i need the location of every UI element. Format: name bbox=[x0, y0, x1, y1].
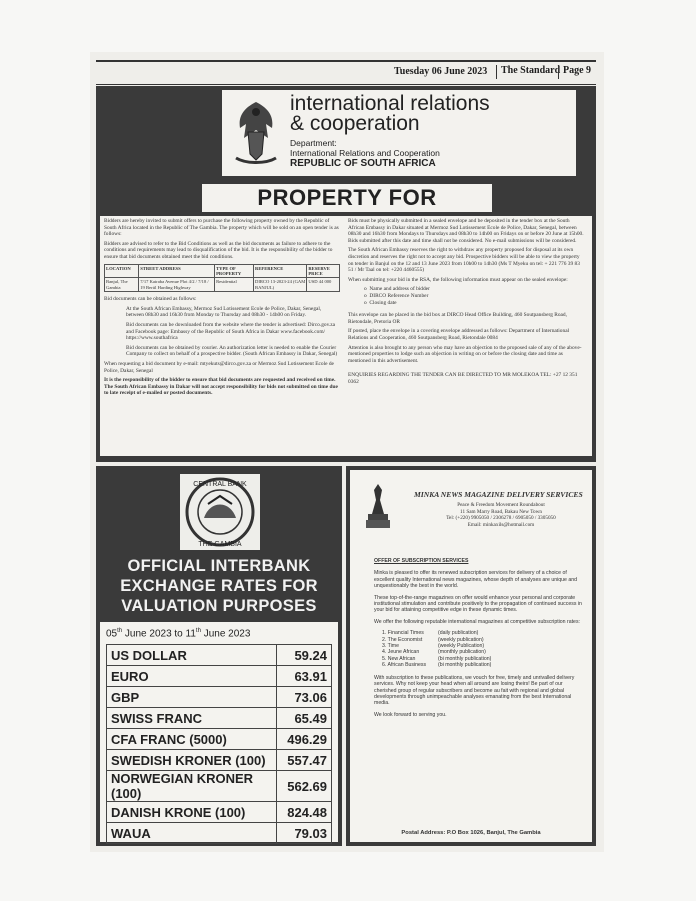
offer-heading: OFFER OF SUBSCRIPTION SERVICES bbox=[374, 558, 469, 564]
list-item: Closing date bbox=[369, 299, 397, 306]
rate-value: 65.49 bbox=[277, 708, 332, 729]
newspaper-name: The Standard bbox=[496, 65, 560, 79]
currency-name: WAUA bbox=[107, 823, 277, 844]
paragraph: We look forward to serving you. bbox=[374, 711, 447, 718]
rate-value: 824.48 bbox=[277, 802, 332, 823]
list-item: 3. Time (weekly Publication) bbox=[382, 643, 485, 650]
currency-name: SWISS FRANC bbox=[107, 708, 277, 729]
org-name-line2: & cooperation bbox=[290, 112, 420, 135]
table-row bbox=[107, 645, 332, 666]
paragraph: When submitting your bid in the RSA, the following information must appear on the sealed envelope: bbox=[348, 276, 568, 283]
table-header: REFERENCE bbox=[254, 264, 307, 278]
rate-period: 05th June 2023 to 11th June 2023 bbox=[106, 628, 251, 640]
rate-value: 562.69 bbox=[277, 771, 332, 802]
currency-name: US DOLLAR bbox=[107, 645, 277, 666]
table-cell: USD 44 000 bbox=[307, 278, 340, 292]
headline: PROPERTY FOR bbox=[202, 184, 492, 212]
paragraph: Bid documents can be obtained by courier. An authorization letter is needed to enable the Courier Company to collect on behalf of a prospective bidder. (South African Embassy in Dakar, Senegal) bbox=[126, 344, 338, 358]
postal-address: Postal Address: P.O Box 1026, Banjul, The Gambia bbox=[401, 830, 541, 836]
rates-panel bbox=[100, 622, 338, 842]
paragraph: When requesting a bid document by e-mail: mtyekuts@dirco.gov.za or Mermoz Sud Lotissement Ecole de Police, Dakar, Senegal bbox=[104, 360, 334, 374]
rate-value: 79.03 bbox=[277, 823, 332, 844]
currency-name: DANISH KRONE (100) bbox=[107, 802, 277, 823]
dept-name: International Relations and Cooperation bbox=[290, 148, 440, 158]
paragraph: If posted, place the envelope in a covering envelope addressed as follows: Department of International Relations and Cooperation, 460 Soutpansberg Road, Rietondale 0084 bbox=[348, 328, 570, 341]
paragraph: It is the responsibility of the bidder to ensure that bid documents are requested and received on time. The South African Embassy in Dakar will not accept responsibility for bids not submitted on time due to late receipt of e-mailed or posted documents. bbox=[104, 377, 338, 397]
ad-body bbox=[100, 216, 592, 456]
rate-value: 73.06 bbox=[277, 687, 332, 708]
table-row bbox=[107, 802, 332, 823]
table-row bbox=[107, 687, 332, 708]
currency-name: SWEDISH KRONER (100) bbox=[107, 750, 277, 771]
list-item: DIRCO Reference Number bbox=[369, 292, 429, 299]
table-row bbox=[107, 729, 332, 750]
magazine-list bbox=[374, 630, 584, 668]
table-row bbox=[107, 666, 332, 687]
minka-panel bbox=[350, 470, 592, 842]
table-row bbox=[107, 750, 332, 771]
rates-title: OFFICIAL INTERBANK EXCHANGE RATES FOR VALUATION PURPOSES bbox=[120, 557, 318, 615]
republic-name: REPUBLIC OF SOUTH AFRICA bbox=[290, 158, 436, 169]
logo-bottom-text: THE GAMBIA bbox=[198, 541, 242, 548]
page-number: Page 9 bbox=[558, 65, 591, 79]
paragraph: Bids must be physically submitted in a sealed envelope and be deposited in the tender box at the South African Embassy in Dakar situated at Mermoz Sud Lotissement Ecole de Police, Dakar, Senegal, between 08h30 and 16h30 from Mondays to Thursdays and 08h30 to 14h00 on Fridays on or before 20 June at 15h00. Bids submitted after this date and time shall not be considered. No e-mail submissions will be considered. bbox=[348, 218, 584, 244]
org-name bbox=[290, 94, 490, 134]
paragraph: At the South African Embassy, Mermoz Sud Lotissement Ecole de Police, Dakar, Senegal, between 08h30 and 16h30 from Monday to Thursday and 08h30 - 14h00 on Friday. bbox=[126, 305, 322, 319]
minka-title: MINKA NEWS MAGAZINE DELIVERY SERVICES bbox=[414, 490, 583, 499]
coat-of-arms-icon bbox=[230, 98, 282, 168]
dirco-banner bbox=[222, 90, 576, 176]
rates-table bbox=[106, 644, 332, 844]
list-item: 1. Financial Times (daily publication) bbox=[382, 630, 479, 637]
paragraph: We offer the following reputable international magazines at competitive subscription rates: bbox=[374, 618, 580, 625]
rate-value: 496.29 bbox=[277, 729, 332, 750]
paragraph: With subscription to these publications, we vouch for free, timely and unrivalled delivery services. Why not keep your head when all around are losing theirs! Be part of our cherished group of regular subscribers and become au fait with regional and global developments through unimpeachable analyses emanating from the best International media. bbox=[374, 674, 575, 707]
paragraph: The South African Embassy reserves the right to withdraw any property proposed for disposal at its own discretion and reserves the right not to accept any bid. Prospective bidders will be able to view the property on tender in Banjul on the 12 and 13 June 2023 from 10h00 to 14h30 (Ms T Myeku on tel: + 221 776 39 83 51 / Mr Taal on tel: +220 4460555) bbox=[348, 247, 580, 274]
right-column bbox=[348, 218, 586, 388]
table-cell: Residential bbox=[215, 278, 254, 292]
list-item: 6. African Business (bi monthly publication) bbox=[382, 662, 492, 669]
currency-name: CFA FRANC (5000) bbox=[107, 729, 277, 750]
rate-value: 59.24 bbox=[277, 645, 332, 666]
rate-value: 557.47 bbox=[277, 750, 332, 771]
rate-value: 63.91 bbox=[277, 666, 332, 687]
table-row bbox=[107, 708, 332, 729]
table-cell: 7/17 Kairaba Avenue Plot 4/2 / 7/18 / 19 Bertil Harding Highway bbox=[139, 278, 215, 292]
paragraph: Bidders are advised to refer to the Bid Conditions as well as the bid documents as failure to adhere to the conditions and requirements may lead to disqualification of the bid. It is the responsibility of the bidder to ensure that bid documents obtained meet the bid conditions. bbox=[104, 240, 333, 260]
central-bank-logo-icon bbox=[180, 474, 260, 550]
currency-name: GBP bbox=[107, 687, 277, 708]
list-item: 4. Jeune African (monthly publication) bbox=[382, 649, 486, 656]
table-header: RESERVE PRICE bbox=[307, 264, 340, 278]
paragraph: Bid documents can be downloaded from the website where the tender is advertised: Dirco.gov.za and Facebook page: Embassy of the Republic of South Africa in Dakar www.facebook.com/ https://www.southafrica bbox=[126, 321, 336, 342]
paragraph: Attention is also brought to any person who may have an objection to the proposed sale of any of the above-mentioned properties to lodge such an objection in writing on or before the closing date and time as mentioned in this advertisement. bbox=[348, 344, 582, 364]
list-item: Name and address of bidder bbox=[369, 286, 430, 293]
list-item: 5. New African (bi monthly publication) bbox=[382, 655, 492, 662]
paragraph: Minka is pleased to offer its renewed subscription services for delivery of a choice of excellent quality International news magazines, whose depth of analyses are unique and unquestionably the best in the world. bbox=[374, 570, 578, 590]
paragraph: These top-of-the-range magazines on offer would enhance your personal and corporate institutional stimulation and contribute positively to the propagation of continued success in your bid for attaining competitive edge in these dynamic times. bbox=[374, 594, 582, 614]
enquiries-line: ENQUIRIES REGARDING THE TENDER CAN BE DIRECTED TO MR MOLEKOA TEL: +27 12 351 0362 bbox=[348, 372, 578, 385]
dept-label: Department: bbox=[290, 138, 337, 148]
table-cell: Banjul, The Gambia bbox=[105, 278, 139, 292]
page-header bbox=[96, 60, 596, 85]
issue-date: Tuesday 06 June 2023 bbox=[394, 66, 488, 77]
paragraph: Bidders are hereby invited to submit offers to purchase the following property owned by the Republic of South Africa located in the Republic of The Gambia. The property which will be sold on an open tender is as follows: bbox=[104, 218, 339, 238]
minka-address: Peace & Freedom Movement Roundabout 11 Sam Marry Road, Bakau New Town Tel: (+220) 9905050 / 2306278 / 6905050 / 3305050 Email: minkaxils@hotmail.com bbox=[446, 502, 556, 528]
table-header: LOCATION bbox=[105, 264, 139, 278]
statue-logo-icon bbox=[364, 480, 392, 532]
table-header: STREET ADDRESS bbox=[139, 264, 215, 278]
department-block bbox=[290, 138, 440, 169]
currency-name: EURO bbox=[107, 666, 277, 687]
paragraph: Bid documents can be obtained as follows: bbox=[104, 296, 197, 303]
property-table bbox=[104, 264, 340, 293]
bullet-list: o Name and address of bidder o DIRCO Reference Number o Closing date bbox=[364, 286, 430, 306]
currency-name: NORWEGIAN KRONER (100) bbox=[107, 771, 277, 802]
exchange-rates-ad bbox=[96, 466, 342, 846]
left-column bbox=[104, 218, 340, 400]
org-name-line1: international relations bbox=[290, 92, 490, 115]
table-row bbox=[107, 771, 332, 802]
list-item: 2. The Economist (weekly publication) bbox=[382, 636, 484, 643]
minka-body bbox=[374, 558, 584, 723]
table-row bbox=[107, 823, 332, 844]
paragraph: This envelope can be placed in the bid box at DIRCO Head Office Building, 460 Soutpansberg Road, Rietondale, Pretoria OR bbox=[348, 312, 567, 325]
table-header: TYPE OF PROPERTY bbox=[215, 264, 254, 278]
minka-ad bbox=[346, 466, 596, 846]
logo-top-text: CENTRAL BANK bbox=[193, 481, 247, 488]
property-disposal-ad bbox=[96, 86, 596, 462]
table-row bbox=[105, 278, 340, 292]
table-cell: DIRCO 13-2023-24 (GAM BANJUL) bbox=[255, 279, 306, 290]
